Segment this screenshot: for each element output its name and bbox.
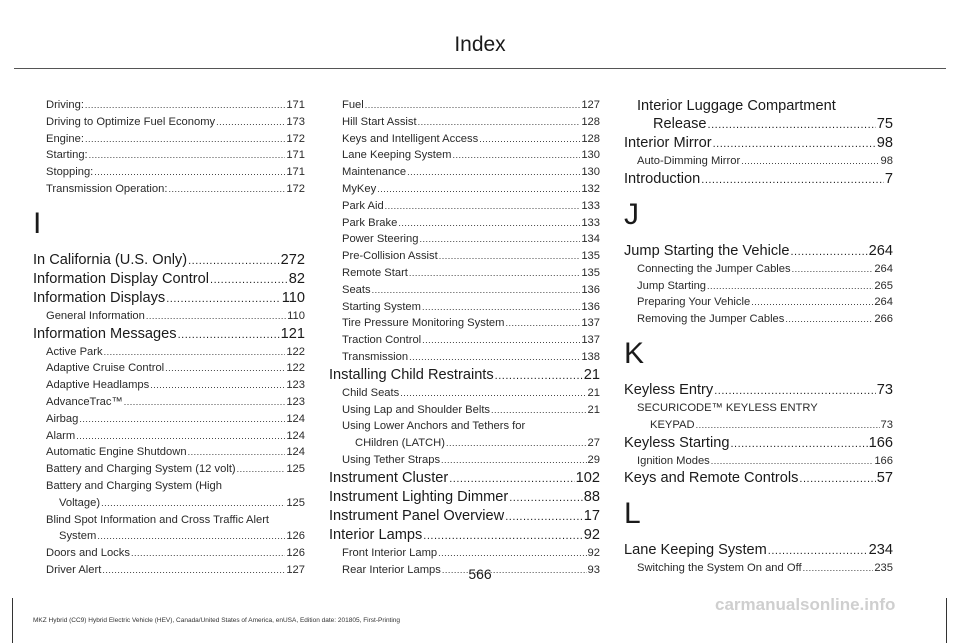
index-subentry[interactable] xyxy=(624,453,893,470)
index-subentry[interactable] xyxy=(33,512,305,546)
index-letter-heading: L xyxy=(624,497,641,531)
index-subentry[interactable] xyxy=(33,114,305,131)
page-ref: 134 xyxy=(581,233,600,246)
dot-leader xyxy=(210,271,288,289)
dot-leader xyxy=(400,385,586,402)
dot-leader xyxy=(439,248,581,265)
entry-text-continued: System xyxy=(59,530,97,543)
page-ref: 171 xyxy=(286,99,305,111)
dot-leader xyxy=(785,311,873,328)
index-entry[interactable] xyxy=(33,270,305,289)
page-ref: 173 xyxy=(286,115,305,128)
index-entry[interactable] xyxy=(33,289,305,308)
index-subentry[interactable] xyxy=(624,153,893,170)
page-ref: 264 xyxy=(874,296,893,309)
entry-text-continued: Release xyxy=(653,116,707,132)
index-subentry[interactable] xyxy=(33,428,305,445)
page-ref: 265 xyxy=(874,279,893,292)
entry-text: Information Display Control xyxy=(33,270,210,287)
page-ref: 75 xyxy=(876,116,893,132)
dot-leader xyxy=(741,153,879,170)
dot-leader xyxy=(150,377,285,394)
index-letter-heading: J xyxy=(624,197,639,231)
page-ref: 135 xyxy=(581,266,600,279)
dot-leader xyxy=(792,261,874,278)
crop-mark-right xyxy=(946,598,947,643)
page-ref: 102 xyxy=(575,469,600,486)
entry-text: Remote Start xyxy=(342,266,408,279)
dot-leader xyxy=(509,489,583,507)
index-subentry[interactable] xyxy=(329,299,600,316)
page-ref: 130 xyxy=(581,149,600,162)
entry-text: Engine: xyxy=(46,132,84,145)
dot-leader xyxy=(166,290,281,308)
index-subentry[interactable] xyxy=(329,452,600,469)
page-ref: 17 xyxy=(583,507,600,524)
page-ref: 166 xyxy=(868,434,893,451)
entry-text: Transmission Operation: xyxy=(46,182,168,195)
entry-text: Interior Luggage Compartment xyxy=(637,98,836,114)
entry-text: Pre-Collision Assist xyxy=(342,250,438,263)
page-ref: 21 xyxy=(583,366,600,383)
page-ref: 21 xyxy=(587,403,600,416)
entry-text: Alarm xyxy=(46,429,76,442)
dot-leader xyxy=(398,215,580,232)
page-ref: 138 xyxy=(581,350,600,363)
index-entry[interactable] xyxy=(624,469,893,488)
entry-text: Transmission xyxy=(342,350,409,363)
dot-leader xyxy=(79,411,285,428)
entry-text: Starting: xyxy=(46,149,88,162)
page-ref: 132 xyxy=(581,182,600,195)
page-ref: 133 xyxy=(581,216,600,229)
page-ref: 123 xyxy=(286,379,305,392)
entry-text: Active Park xyxy=(46,345,103,358)
dot-leader xyxy=(479,131,580,148)
page-ref: 73 xyxy=(880,418,893,431)
index-subentry[interactable] xyxy=(33,147,305,164)
dot-leader xyxy=(452,147,580,164)
page-ref: 98 xyxy=(880,155,893,167)
page-ref: 264 xyxy=(874,262,893,275)
page-ref: 122 xyxy=(286,362,305,375)
entry-continuation xyxy=(637,115,893,134)
entry-text: Jump Starting xyxy=(637,279,707,292)
dot-leader xyxy=(89,147,286,164)
index-entry[interactable] xyxy=(624,381,893,400)
dot-leader xyxy=(730,435,867,453)
index-subentry[interactable] xyxy=(329,97,600,114)
page-ref: 92 xyxy=(583,526,600,543)
page-ref: 124 xyxy=(286,412,305,425)
entry-text: Using Lap and Shoulder Belts xyxy=(342,403,491,416)
entry-text: Interior Lamps xyxy=(329,526,423,543)
index-entry[interactable] xyxy=(33,325,305,344)
dot-leader xyxy=(441,452,587,469)
entry-text: Airbag xyxy=(46,412,79,425)
page-ref: 29 xyxy=(587,453,600,466)
index-subentry[interactable] xyxy=(33,131,305,148)
page-ref: 264 xyxy=(868,242,893,259)
index-subentry[interactable] xyxy=(33,344,305,361)
entry-text: Starting System xyxy=(342,300,421,313)
page-ref: 82 xyxy=(288,270,305,287)
index-subentry[interactable] xyxy=(329,147,600,164)
entry-text: Keyless Starting xyxy=(624,434,730,451)
index-subentry[interactable] xyxy=(329,418,600,452)
dot-leader xyxy=(446,435,587,452)
dot-leader xyxy=(714,382,876,400)
page-ref: 127 xyxy=(581,99,600,111)
dot-leader xyxy=(495,367,583,385)
page-ref: 166 xyxy=(874,454,893,467)
page-ref: 137 xyxy=(581,334,600,347)
page-ref: 110 xyxy=(281,289,305,306)
dot-leader xyxy=(237,461,286,478)
entry-text: Instrument Lighting Dimmer xyxy=(329,488,509,505)
entry-text: Driver Alert xyxy=(46,563,102,576)
entry-text: MyKey xyxy=(342,182,377,195)
index-column-3 xyxy=(624,97,893,577)
dot-leader xyxy=(505,315,580,332)
index-entry[interactable] xyxy=(329,488,600,507)
entry-text: Park Aid xyxy=(342,199,384,212)
index-subentry[interactable] xyxy=(329,332,600,349)
index-subentry[interactable] xyxy=(329,402,600,419)
dot-leader xyxy=(124,394,286,411)
page-ref: 124 xyxy=(286,446,305,459)
index-subentry[interactable] xyxy=(33,444,305,461)
index-subentry[interactable] xyxy=(33,308,305,325)
entry-text: Switching the System On and Off xyxy=(637,562,802,575)
index-subentry[interactable] xyxy=(329,231,600,248)
entry-continuation xyxy=(637,417,893,434)
page-title: Index xyxy=(454,33,506,56)
index-subentry[interactable] xyxy=(329,545,600,562)
entry-text: Using Lower Anchors and Tethers for xyxy=(342,420,526,433)
dot-leader xyxy=(422,299,580,316)
index-subentry[interactable] xyxy=(624,294,893,311)
dot-leader xyxy=(94,164,285,181)
index-subentry[interactable] xyxy=(329,181,600,198)
page-ref: 128 xyxy=(581,132,600,145)
entry-text: Seats xyxy=(342,283,371,296)
page-ref: 123 xyxy=(286,395,305,408)
dot-leader xyxy=(713,135,876,153)
index-subentry[interactable] xyxy=(33,545,305,562)
index-subentry[interactable] xyxy=(33,164,305,181)
entry-text: Park Brake xyxy=(342,216,398,229)
entry-text: Stopping: xyxy=(46,166,94,179)
dot-leader xyxy=(420,231,581,248)
entry-text: Removing the Jumper Cables xyxy=(637,313,785,326)
entry-text-continued: Voltage) xyxy=(59,496,101,509)
index-subentry[interactable] xyxy=(624,311,893,328)
entry-text: Installing Child Restraints xyxy=(329,366,494,383)
dot-leader xyxy=(711,453,874,470)
index-entry[interactable] xyxy=(624,541,893,560)
page-ref: 137 xyxy=(581,317,600,330)
dot-leader xyxy=(505,508,583,526)
index-subentry[interactable] xyxy=(33,377,305,394)
entry-text: AdvanceTrac™ xyxy=(46,395,123,408)
dot-leader xyxy=(708,116,876,134)
dot-leader xyxy=(696,417,880,434)
index-column-2 xyxy=(329,97,600,578)
page-ref: 172 xyxy=(286,132,305,145)
entry-text: Ignition Modes xyxy=(637,454,710,467)
page-ref: 272 xyxy=(280,251,305,268)
entry-continuation xyxy=(46,528,305,545)
index-entry[interactable] xyxy=(624,134,893,153)
page-ref: 121 xyxy=(280,325,305,342)
entry-text: Doors and Locks xyxy=(46,547,130,560)
page-ref: 88 xyxy=(583,488,600,505)
index-subentry[interactable] xyxy=(329,164,600,181)
page-ref: 73 xyxy=(876,381,893,398)
dot-leader xyxy=(791,243,868,261)
page-ref: 21 xyxy=(587,386,600,399)
index-subentry[interactable] xyxy=(33,394,305,411)
dot-leader xyxy=(146,308,286,325)
entry-text: Using Tether Straps xyxy=(342,453,441,466)
entry-text: Keys and Intelligent Access xyxy=(342,132,479,145)
dot-leader xyxy=(751,294,873,311)
index-subentry[interactable] xyxy=(329,385,600,402)
page-ref: 126 xyxy=(286,530,305,543)
entry-text: Adaptive Headlamps xyxy=(46,379,150,392)
entry-text: Driving to Optimize Fuel Economy xyxy=(46,115,216,128)
page-ref: 92 xyxy=(587,546,600,559)
dot-leader xyxy=(372,282,581,299)
dot-leader xyxy=(423,527,582,545)
crop-mark-left xyxy=(12,598,13,643)
dot-leader xyxy=(385,198,581,215)
index-column-1 xyxy=(33,97,305,579)
page-ref: 98 xyxy=(876,135,893,151)
page-ref: 135 xyxy=(581,250,600,263)
index-subentry[interactable] xyxy=(33,411,305,428)
watermark: carmanualsonline.info xyxy=(715,595,896,614)
index-entry[interactable] xyxy=(33,251,305,270)
dot-leader xyxy=(168,181,285,198)
entry-text: Lane Keeping System xyxy=(342,149,452,162)
index-subentry[interactable] xyxy=(33,360,305,377)
entry-text: Introduction xyxy=(624,170,701,187)
entry-text: Maintenance xyxy=(342,166,407,179)
entry-text: Information Messages xyxy=(33,325,177,342)
entry-text: Interior Mirror xyxy=(624,135,712,151)
entry-text: Battery and Charging System (12 volt) xyxy=(46,463,236,476)
index-entry[interactable] xyxy=(624,242,893,261)
entry-text: Driving: xyxy=(46,99,84,111)
entry-text: SECURICODE™ KEYLESS ENTRY xyxy=(637,401,818,414)
dot-leader xyxy=(131,545,285,562)
index-subentry[interactable] xyxy=(329,315,600,332)
page-ref: 128 xyxy=(581,115,600,128)
page-ref: 130 xyxy=(581,166,600,179)
dot-leader xyxy=(188,252,280,270)
index-subentry[interactable] xyxy=(329,198,600,215)
entry-continuation xyxy=(46,495,305,512)
dot-leader xyxy=(418,114,581,131)
page-ref: 234 xyxy=(868,542,893,559)
dot-leader xyxy=(97,528,285,545)
page-ref: 122 xyxy=(286,345,305,358)
entry-text: Lane Keeping System xyxy=(624,542,767,559)
index-subentry[interactable] xyxy=(329,215,600,232)
entry-text: Power Steering xyxy=(342,233,419,246)
index-subentry[interactable] xyxy=(329,282,600,299)
page-ref: 7 xyxy=(884,170,893,187)
index-subentry[interactable] xyxy=(329,349,600,366)
entry-text: Automatic Engine Shutdown xyxy=(46,446,187,459)
index-letter-heading: I xyxy=(33,206,42,240)
index-subentry[interactable] xyxy=(33,97,305,114)
index-entry[interactable] xyxy=(624,97,893,134)
index-subentry[interactable] xyxy=(624,278,893,295)
dot-leader xyxy=(491,402,587,419)
page-ref: 124 xyxy=(286,429,305,442)
entry-text: Auto-Dimming Mirror xyxy=(637,155,741,167)
entry-text: Jump Starting the Vehicle xyxy=(624,242,790,259)
entry-text: Instrument Cluster xyxy=(329,469,449,486)
dot-leader xyxy=(799,470,875,488)
page-ref: 136 xyxy=(581,283,600,296)
dot-leader xyxy=(768,542,868,560)
dot-leader xyxy=(707,278,873,295)
footer-edition-note: MKZ Hybrid (CC9) Hybrid Electric Vehicle (HEV), Canada/United States of America, enUSA, Edition date: 201805, First-Printing xyxy=(33,617,401,624)
index-subentry[interactable] xyxy=(329,131,600,148)
dot-leader xyxy=(178,326,280,344)
index-subentry[interactable] xyxy=(624,261,893,278)
entry-text: Keyless Entry xyxy=(624,381,714,398)
entry-text: Tire Pressure Monitoring System xyxy=(342,317,505,330)
index-entry[interactable] xyxy=(329,366,600,385)
header-divider xyxy=(14,68,946,69)
entry-text: Adaptive Cruise Control xyxy=(46,362,165,375)
dot-leader xyxy=(165,360,285,377)
dot-leader xyxy=(365,97,581,114)
entry-text: General Information xyxy=(46,309,145,322)
entry-text: Blind Spot Information and Cross Traffic Alert xyxy=(46,513,270,526)
page-ref: 93 xyxy=(587,563,600,576)
index-entry[interactable] xyxy=(624,434,893,453)
entry-text: Rear Interior Lamps xyxy=(342,563,441,576)
page-ref: 127 xyxy=(286,563,305,576)
entry-text: Front Interior Lamp xyxy=(342,546,438,559)
dot-leader xyxy=(377,181,580,198)
index-entry[interactable] xyxy=(624,170,893,189)
page-ref: 125 xyxy=(286,463,305,476)
entry-text: Child Seats xyxy=(342,386,400,399)
dot-leader xyxy=(409,349,580,366)
page-ref: 136 xyxy=(581,300,600,313)
entry-text: Battery and Charging System (High xyxy=(46,479,222,492)
page-ref: 266 xyxy=(874,313,893,326)
dot-leader xyxy=(101,495,285,512)
entry-text-continued: KEYPAD xyxy=(650,418,695,431)
index-entry[interactable] xyxy=(329,507,600,526)
page-number: 566 xyxy=(468,566,492,582)
page-ref: 133 xyxy=(581,199,600,212)
page-ref: 27 xyxy=(587,437,600,450)
page-ref: 57 xyxy=(876,470,893,487)
dot-leader xyxy=(438,545,586,562)
dot-leader xyxy=(85,97,285,114)
index-letter-heading: K xyxy=(624,336,645,370)
page-ref: 235 xyxy=(874,562,893,575)
index-subentry[interactable] xyxy=(329,114,600,131)
entry-text: Information Displays xyxy=(33,289,166,306)
entry-text: In California (U.S. Only) xyxy=(33,251,188,268)
entry-text: Traction Control xyxy=(342,334,422,347)
page-ref: 171 xyxy=(286,166,305,179)
page-ref: 172 xyxy=(286,182,305,195)
dot-leader xyxy=(85,131,285,148)
dot-leader xyxy=(701,171,884,189)
index-subentry[interactable] xyxy=(329,248,600,265)
index-subentry[interactable] xyxy=(33,181,305,198)
entry-text-continued: CHildren (LATCH) xyxy=(355,437,445,450)
page-ref: 125 xyxy=(286,496,305,509)
index-subentry[interactable] xyxy=(329,265,600,282)
dot-leader xyxy=(449,470,574,488)
entry-text: Fuel xyxy=(342,99,364,111)
dot-leader xyxy=(76,428,285,445)
index-entry[interactable] xyxy=(329,526,600,545)
entry-text: Preparing Your Vehicle xyxy=(637,296,751,309)
page-ref: 126 xyxy=(286,547,305,560)
entry-text: Hill Start Assist xyxy=(342,115,417,128)
index-entry[interactable] xyxy=(329,469,600,488)
dot-leader xyxy=(104,344,286,361)
dot-leader xyxy=(216,114,285,131)
entry-text: Connecting the Jumper Cables xyxy=(637,262,791,275)
dot-leader xyxy=(407,164,580,181)
dot-leader xyxy=(188,444,286,461)
page-ref: 171 xyxy=(286,149,305,162)
index-subentry[interactable] xyxy=(33,461,305,478)
entry-text: Instrument Panel Overview xyxy=(329,507,505,524)
entry-text: Keys and Remote Controls xyxy=(624,470,799,487)
dot-leader xyxy=(409,265,580,282)
entry-continuation xyxy=(342,435,600,452)
page-ref: 110 xyxy=(287,309,305,322)
index-subentry[interactable] xyxy=(624,400,893,434)
index-subentry[interactable] xyxy=(33,478,305,512)
dot-leader xyxy=(422,332,580,349)
